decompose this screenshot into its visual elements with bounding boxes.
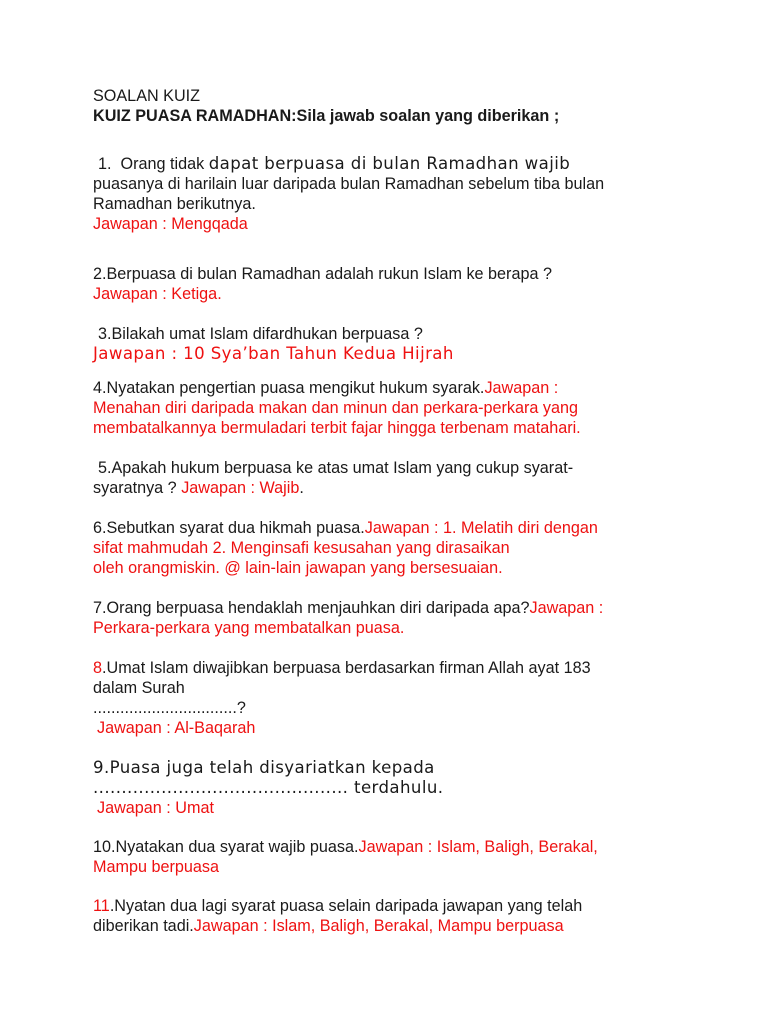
question-8-text-b: dalam Surah	[93, 679, 185, 697]
question-4-answer-a: Jawapan :	[484, 379, 559, 397]
question-8-line-1	[93, 658, 708, 678]
question-11	[93, 896, 708, 936]
question-9-answer: Jawapan : Umat	[97, 799, 214, 817]
question-1	[93, 154, 708, 234]
question-4-answer-b: Menahan diri daripada makan dan minun dan perkara-perkara yang	[93, 399, 579, 417]
question-11-number: 11	[93, 897, 110, 915]
question-7-answer-a: Jawapan :	[529, 599, 604, 617]
question-2-answer: Jawapan : Ketiga.	[93, 285, 222, 303]
question-11-answer: Jawapan : Islam, Baligh, Berakal, Mampu berpuasa	[193, 917, 564, 935]
question-6-answer-a: Jawapan : 1. Melatih diri dengan	[364, 519, 598, 537]
question-10-answer-b: Mampu berpuasa	[93, 858, 219, 876]
question-8	[93, 658, 708, 738]
question-10-text: 10.Nyatakan dua syarat wajib puasa.	[93, 838, 359, 856]
question-5-text-a: 5.Apakah hukum berpuasa ke atas umat Islam yang cukup syarat-	[98, 459, 574, 477]
question-7-text: 7.Orang berpuasa hendaklah menjauhkan diri daripada apa?	[93, 599, 530, 617]
question-10-answer-a: Jawapan : Islam, Baligh, Berakal,	[358, 838, 598, 856]
question-1-text-b: dapat berpuasa di bulan Ramadhan wajib	[208, 154, 571, 173]
question-8-number: 8	[93, 659, 103, 677]
question-7	[93, 598, 708, 638]
question-7-answer-b: Perkara-perkara yang membatalkan puasa.	[93, 619, 405, 637]
question-4	[93, 378, 708, 438]
question-11-line-2	[93, 916, 708, 936]
question-3-answer: Jawapan : 10 Sya’ban Tahun Kedua Hijrah	[93, 344, 454, 363]
question-9-text-b: ............................................. terdahulu.	[93, 778, 444, 797]
question-2-text: 2.Berpuasa di bulan Ramadhan adalah rukun Islam ke berapa ?	[93, 265, 552, 283]
question-6-text: 6.Sebutkan syarat dua hikmah puasa.	[93, 519, 365, 537]
question-6-answer-c: oleh orangmiskin. @ lain-lain jawapan yang bersesuaian.	[93, 559, 503, 577]
question-8-answer: Jawapan : Al-Baqarah	[97, 719, 256, 737]
question-8-text-a: .Umat Islam diwajibkan berpuasa berdasarkan firman Allah ayat 183	[102, 659, 591, 677]
quiz-heading: SOALAN KUIZ	[93, 87, 201, 105]
question-2	[93, 264, 708, 304]
question-4-line-1	[93, 378, 708, 398]
question-10	[93, 837, 708, 877]
question-1-line-1	[93, 154, 708, 174]
question-6-answer-b: sifat mahmudah 2. Menginsafi kesusahan yang dirasaikan	[93, 539, 510, 557]
question-4-text: 4.Nyatakan pengertian puasa mengikut hukum syarak.	[93, 379, 485, 397]
question-1-answer: Jawapan : Mengqada	[93, 215, 248, 233]
question-1-text-d: Ramadhan berikutnya.	[93, 195, 256, 213]
quiz-subheading: KUIZ PUASA RAMADHAN:Sila jawab soalan yang diberikan ;	[93, 107, 560, 125]
question-3-text: 3.Bilakah umat Islam difardhukan berpuasa ?	[98, 325, 423, 343]
question-5-text-b: syaratnya ?	[93, 479, 182, 497]
question-1-text-a: Orang tidak	[120, 155, 209, 173]
question-8-text-c: ................................?	[93, 699, 246, 717]
question-5	[93, 458, 708, 498]
question-5-tail: .	[299, 479, 304, 497]
question-3	[93, 324, 708, 364]
question-10-line-1	[93, 837, 708, 857]
question-6	[93, 518, 708, 578]
question-9	[93, 758, 708, 818]
question-9-text-a: 9.Puasa juga telah disyariatkan kepada	[93, 758, 435, 777]
question-7-line-1	[93, 598, 708, 618]
question-4-answer-c: membatalkannya bermuladari terbit fajar hingga terbenam matahari.	[93, 419, 581, 437]
question-11-text-b: diberikan tadi.	[93, 917, 194, 935]
question-5-answer: Jawapan : Wajib	[181, 479, 300, 497]
question-1-text-c: puasanya di harilain luar daripada bulan Ramadhan sebelum tiba bulan	[93, 175, 605, 193]
question-1-number: 1.	[98, 155, 112, 173]
question-6-line-1	[93, 518, 708, 538]
question-5-line-2	[93, 478, 708, 498]
question-11-line-1	[93, 896, 708, 916]
question-11-text-a: .Nyatan dua lagi syarat puasa selain daripada jawapan yang telah	[109, 897, 583, 915]
